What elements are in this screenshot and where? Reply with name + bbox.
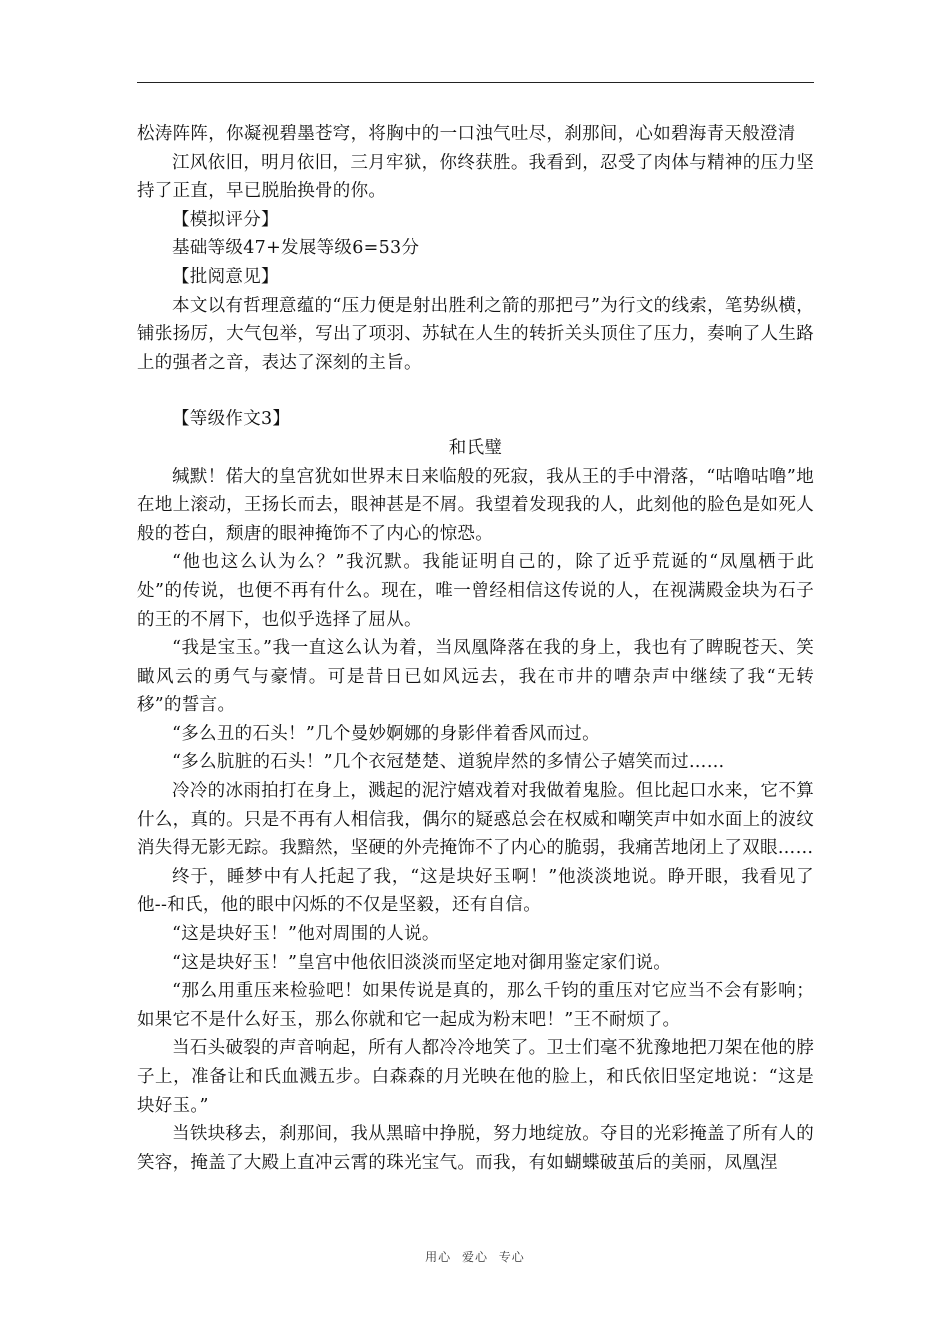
essay-paragraph: “多么丑的石头！”几个曼妙婀娜的身影伴着香风而过。 <box>172 723 600 744</box>
header-rule <box>137 82 814 83</box>
essay-paragraph: 当石头破裂的声音响起，所有人都冷冷地笑了。卫士们毫不犹豫地把刀架在他的脖子上，准备让和氏血溅五步。白森森的月光映在他的脸上，和氏依旧坚定地说：“这是块好玉。” <box>137 1038 814 1116</box>
essay-paragraph: 缄默！偌大的皇宫犹如世界末日来临般的死寂，我从王的手中滑落，“咕噜咕噜”地在地上滚动，王扬长而去，眼神甚是不屑。我望着发现我的人，此刻他的脸色是如死人般的苍白，颓唐的眼神掩饰不了内心的惊恐。 <box>137 466 814 544</box>
essay-paragraph: 终于，睡梦中有人托起了我，“这是块好玉啊！”他淡淡地说。睁开眼，我看见了他--和氏，他的眼中闪烁的不仅是坚毅，还有自信。 <box>137 866 814 916</box>
comment-text: 本文以有哲理意蕴的“压力便是射出胜利之箭的那把弓”为行文的线索，笔势纵横，铺张扬厉，大气包举，写出了项羽、苏轼在人生的转折关头顶住了压力，奏响了人生路上的强者之音，表达了深刻的主旨。 <box>137 295 814 373</box>
score-heading: 【模拟评分】 <box>172 209 279 230</box>
section-label: 【等级作文3】 <box>172 409 291 430</box>
essay-paragraph: “这是块好玉！”他对周围的人说。 <box>172 924 440 945</box>
essay-paragraph: 冷冷的冰雨拍打在身上，溅起的泥泞嬉戏着对我做着鬼脸。但比起口水来，它不算什么，真的。只是不再有人相信我，偶尔的疑惑总会在权威和嘲笑声中如水面上的波纹消失得无影无踪。我黯然，坚硬的外壳掩饰不了内心的脆弱，我痛苦地闭上了双眼…… <box>137 781 814 859</box>
essay-paragraph: “多么肮脏的石头！”几个衣冠楚楚、道貌岸然的多情公子嬉笑而过…… <box>172 752 725 773</box>
spacer <box>137 377 814 405</box>
essay-paragraph: “他也这么认为么？”我沉默。我能证明自己的，除了近乎荒诞的“凤凰栖于此处”的传说，也便不再有什么。现在，唯一曾经相信这传说的人，在视满殿金块为石子的王的不屑下，也似乎选择了屈从。 <box>137 552 814 630</box>
document-body <box>137 120 814 1177</box>
paragraph: 松涛阵阵，你凝视碧墨苍穹，将胸中的一口浊气吐尽，刹那间，心如碧海青天般澄清 <box>137 124 796 144</box>
essay-paragraph: “我是宝玉。”我一直这么认为着，当凤凰降落在我的身上，我也有了睥睨苍天、笑瞰风云的勇气与豪情。可是昔日已如风远去，我在市井的嘈杂声中继续了我“无转移”的誓言。 <box>137 638 814 716</box>
essay-paragraph: 当铁块移去，刹那间，我从黑暗中挣脱，努力地绽放。夺目的光彩掩盖了所有人的笑容，掩盖了大殿上直冲云霄的珠光宝气。而我，有如蝴蝶破茧后的美丽，凤凰涅 <box>137 1124 814 1173</box>
essay-title: 和氏璧 <box>448 437 503 458</box>
comment-heading: 【批阅意见】 <box>172 266 279 287</box>
essay-paragraph: “这是块好玉！”皇宫中他依旧淡淡而坚定地对御用鉴定家们说。 <box>172 952 672 973</box>
essay-paragraph: “那么用重压来检验吧！如果传说是真的，那么千钧的重压对它应当不会有影响；如果它不是什么好玉，那么你就和它一起成为粉末吧！”王不耐烦了。 <box>137 981 814 1030</box>
score-text: 基础等级47+发展等级6=53分 <box>172 238 420 259</box>
page-footer: 用心 爱心 专心 <box>425 1250 525 1264</box>
paragraph: 江风依旧，明月依旧，三月牢狱，你终获胜。我看到，忍受了肉体与精神的压力坚持了正直，早已脱胎换骨的你。 <box>137 152 814 202</box>
